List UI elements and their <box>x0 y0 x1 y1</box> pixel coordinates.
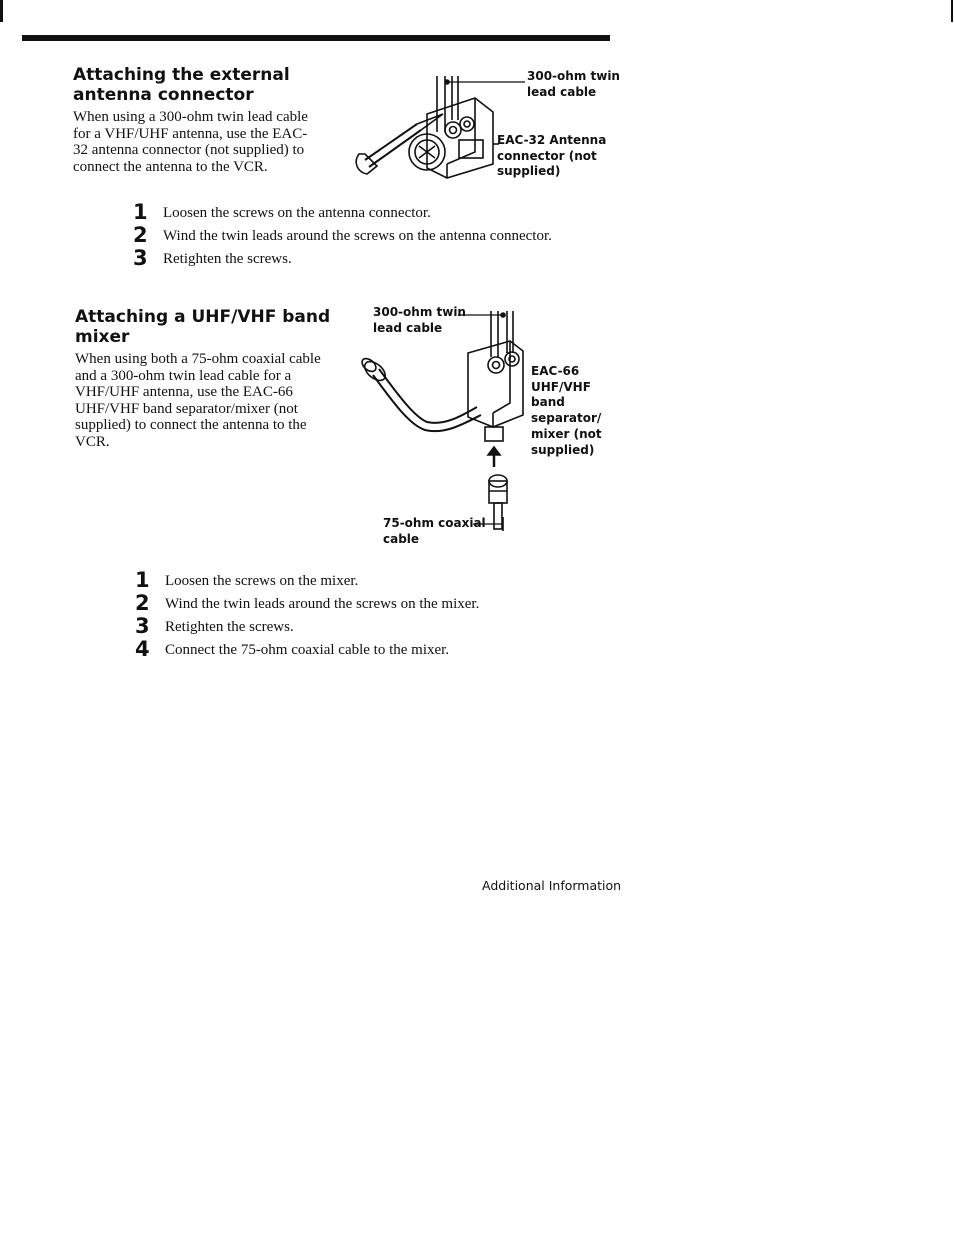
section1-body-line: for a VHF/UHF antenna, use the EAC- <box>73 125 308 142</box>
section1-body-line: 32 antenna connector (not supplied) to <box>73 142 305 158</box>
section1-connector-label <box>497 133 606 180</box>
section2-body-line: UHF/VHF band separator/mixer (not <box>75 400 298 417</box>
callout-line: 75-ohm coaxial <box>383 516 486 530</box>
section2-title <box>75 307 330 347</box>
callout-line: band <box>531 395 565 410</box>
step-number: 4 <box>135 637 150 661</box>
callout-line: supplied) <box>497 164 561 179</box>
step-number: 2 <box>133 223 148 247</box>
section2-body-line: supplied) to connect the antenna to the <box>75 417 307 433</box>
section2-title-line1: Attaching a UHF/VHF band <box>75 307 331 327</box>
page-edge-mark <box>0 0 3 22</box>
step-text: Loosen the screws on the antenna connector. <box>163 205 431 221</box>
section2-body <box>75 351 321 450</box>
step-text: Retighten the screws. <box>163 251 292 267</box>
callout-line: separator/ <box>531 411 602 426</box>
callout-line: EAC-32 Antenna <box>497 133 607 147</box>
callout-line: mixer (not <box>531 426 602 441</box>
step-text: Wind the twin leads around the screws on the mixer. <box>165 596 480 612</box>
step-text: Retighten the screws. <box>165 619 294 635</box>
callout-line: UHF/VHF <box>531 379 591 394</box>
screw <box>488 357 504 373</box>
callout-line: connector (not <box>497 148 597 163</box>
section1-title-line1: Attaching the external <box>73 65 290 85</box>
page-edge-mark-right <box>951 0 953 22</box>
step-text: Connect the 75-ohm coaxial cable to the mixer. <box>165 642 450 658</box>
section2-body-line: VCR. <box>75 433 110 450</box>
section2-mixer-label <box>531 364 602 458</box>
top-rule <box>22 35 610 41</box>
step-number: 3 <box>135 614 150 638</box>
output-socket <box>485 427 503 441</box>
callout-line: lead cable <box>373 320 443 335</box>
callout-line: EAC-66 <box>531 364 580 378</box>
section2-title-line2: mixer <box>75 327 130 347</box>
step-number: 1 <box>135 568 150 592</box>
connector-body <box>427 98 493 178</box>
section2-body-line: VHF/UHF antenna, use the EAC-66 <box>75 384 293 400</box>
callout-line: 300-ohm twin <box>527 69 620 83</box>
step-number: 3 <box>133 246 148 270</box>
section1-body-line: connect the antenna to the VCR. <box>73 158 268 175</box>
callout-line: 300-ohm twin <box>373 305 466 319</box>
callout-line: cable <box>383 531 420 546</box>
step-number: 1 <box>133 200 148 224</box>
mixer-body <box>468 341 523 427</box>
callout-line: supplied) <box>531 442 595 457</box>
footer-section-name: Additional Information <box>482 878 622 893</box>
callout-line: lead cable <box>527 84 597 99</box>
step-number: 2 <box>135 591 150 615</box>
section2-body-line: and a 300-ohm twin lead cable for a <box>75 367 292 384</box>
step-text: Wind the twin leads around the screws on the antenna connector. <box>163 228 552 244</box>
section1-body <box>73 109 308 175</box>
section1-title <box>73 65 290 105</box>
section2-body-line: When using both a 75-ohm coaxial cable <box>75 351 321 367</box>
section2-twin-lead-label <box>373 305 466 336</box>
section2-coax-label <box>383 516 486 547</box>
band-mixer-illustration <box>355 305 535 535</box>
section1-twin-lead-label <box>527 69 620 100</box>
screw <box>445 122 461 138</box>
step-text: Loosen the screws on the mixer. <box>165 573 359 589</box>
section1-body-line: When using a 300-ohm twin lead cable <box>73 109 308 125</box>
section1-title-line2: antenna connector <box>73 85 254 105</box>
